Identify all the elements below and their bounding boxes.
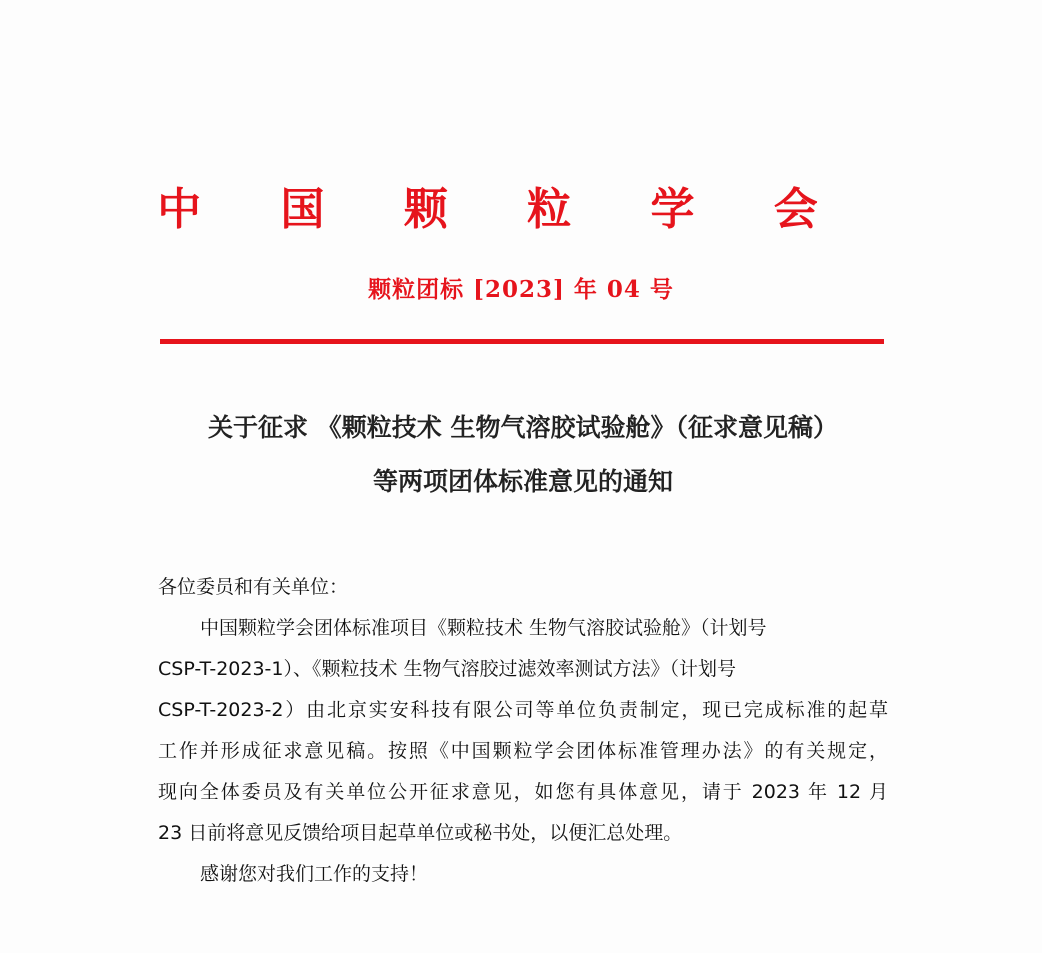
thanks-line: 感谢您对我们工作的支持！ <box>200 863 429 885</box>
notice-title-line-2: 等两项团体标准意见的通知 <box>372 467 673 496</box>
organization-name: 中 国 颗 粒 学 会 <box>157 184 850 235</box>
notice-body <box>158 567 888 895</box>
paragraph-line: 工作并形成征求意见稿。按照《中国颗粒学会团体标准管理办法》的有关规定， <box>158 740 888 762</box>
document-number: 颗粒团标 [2023] 年 04 号 <box>368 276 674 303</box>
paragraph-line: CSP-T-2023-1）、《颗粒技术 生物气溶胶过滤效率测试方法》（计划号 <box>158 658 737 680</box>
paragraph-line: CSP-T-2023-2）由北京实安科技有限公司等单位负责制定，现已完成标准的起草 <box>158 699 888 721</box>
red-divider-line <box>160 339 884 344</box>
paragraph-line: 中国颗粒学会团体标准项目《颗粒技术 生物气溶胶试验舱》（计划号 <box>200 617 767 639</box>
paragraph-line: 23 日前将意见反馈给项目起草单位或秘书处，以便汇总处理。 <box>158 822 683 844</box>
paragraph-line: 现向全体委员及有关单位公开征求意见，如您有具体意见，请于 2023 年 12 月 <box>158 781 888 803</box>
salutation: 各位委员和有关单位： <box>158 576 349 598</box>
notice-title-line-1: 关于征求 《颗粒技术 生物气溶胶试验舱》（征求意见稿） <box>208 413 838 442</box>
